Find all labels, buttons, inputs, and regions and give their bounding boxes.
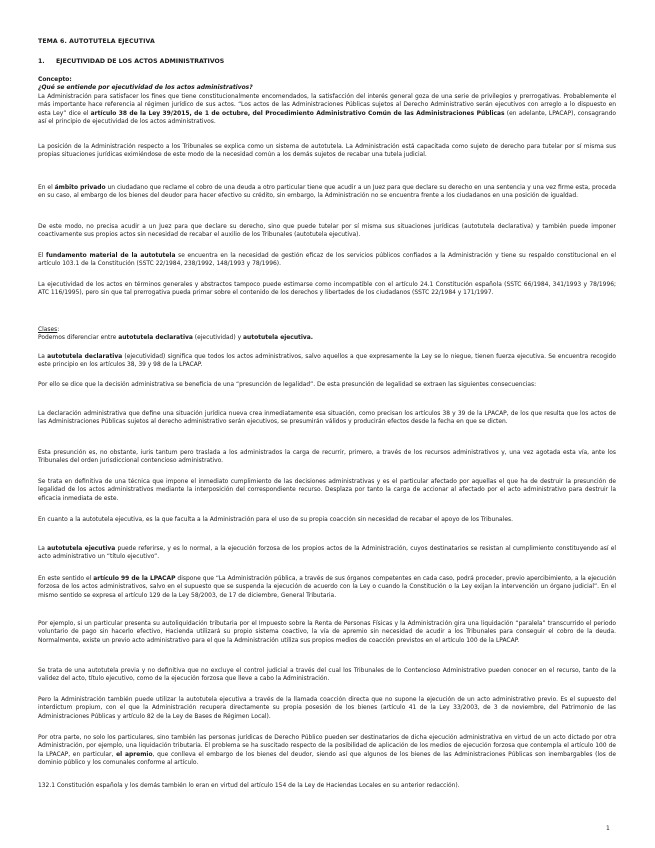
concepto-block <box>38 76 616 126</box>
clases-intro: Podemos diferenciar entre autotutela declarativa (ejecutividad) y autotutela ejecutiva. <box>38 334 314 342</box>
clases-paragraph-12: Por otra parte, no solo los particulares, sino también las personas jurídicas de Derecho Público pueden ser destinatarios de dicha ejecución administrativa en virtud de un acto dictado por otra Administración, por ejemplo, una liquidación tributaria. El problema se ha suscitado respecto de la posibilidad de aplicación de los medios de ejecución forzosa que contempla el artículo 100 de la LPACAP, en particular, el apremio, que conlleva el embargo de los bienes del deudor, siendo así que algunos de los bienes de las Administraciones Públicas son inembargables (los de dominio público y los comunales conforme al artículo. <box>38 734 616 767</box>
concepto-paragraph-2: La posición de la Administración respecto a los Tribunales se explica como un sistema de autotutela. La Administración está capacitada como sujeto de derecho para tutelar por sí misma sus propias situaciones jurídicas eximiéndose de este modo de la necesidad común a los demás sujetos de recabar una tutela judicial. <box>38 143 616 159</box>
section-title: EJECUTIVIDAD DE LOS ACTOS ADMINISTRATIVOS <box>56 58 225 65</box>
clases-paragraph-1: La autotutela declarativa (ejecutividad) significa que todos los actos administrativos, salvo aquellos a que expresamente la Ley se lo niegue, tienen fuerza ejecutiva. Se encuentra recogido este principio en los artículos 38, 39 y 98 de la LPACAP. <box>38 353 617 369</box>
page-number: 1 <box>606 825 610 832</box>
concepto-paragraph-3: En el ámbito privado un ciudadano que reclame el cobro de una deuda a otro particular tiene que acudir a un Juez para que declare su derecho en una sentencia y una vez firme esta, proceda en su caso, al embargo de los bienes del deudor para hacer efectivo su crédito, sin embargo, la Administración no se encuentra frente a los ciudadanos en una posición de igualdad. <box>38 184 616 200</box>
clases-paragraph-3: La declaración administrativa que define una situación jurídica nueva crea inmediatamente esa situación, como precisan los artículos 38 y 39 de la LPACAP, de los que resulta que los actos de las Administraciones Públicas sujetos al derecho administrativo serán ejecutivos, se presumirán válidos y producirán efectos desde la fecha en que se dicten. <box>38 410 616 426</box>
document-page <box>38 0 618 848</box>
clases-paragraph-2: Por ello se dice que la decisión administrativa se beneficia de una “presunción de legalidad”. De esta presunción de legalidad se extraen las siguientes consecuencias: <box>38 381 537 388</box>
concepto-paragraph-1: La Administración para satisfacer los fines que tiene constitucionalmente encomendados, la satisfacción del interés general goza de una serie de privilegios y prerrogativas. Probablemente el más importante hace referencia al régimen jurídico de sus actos. “Los actos de las Administraciones Públicas sujetos al Derecho Administrativo serán ejecutivos con arreglo a lo dispuesto en esta Ley” dice el artículo 38 de la Ley 39/2015, de 1 de octubre, del Procedimiento Administrativo Común de las Administraciones Públicas (en adelante, LPACAP), consagrando así el principio de ejecutividad de los actos administrativos. <box>38 92 616 126</box>
clases-paragraph-9: Por ejemplo, si un particular presenta su autoliquidación tributaria por el Impuesto sobre la Renta de Personas Físicas y la Administración gira una liquidación “paralela” transcurrido el periodo voluntario de pago sin hacerlo efectivo, Hacienda utilizará su propio sistema coactivo, la vía de apremio sin necesidad de acudir a los Tribunales para conseguir el cobro de la deuda. Normalmente, existe un previo acto administrativo para el que la Administración utiliza sus propios medios de coacción previstos en el artículo 100 de la LPACAP. <box>38 620 616 644</box>
clases-paragraph-8: En este sentido el artículo 99 de la LPACAP dispone que “La Administración pública, a través de sus órganos competentes en cada caso, podrá proceder, previo apercibimiento, a la ejecución forzosa de los actos administrativos, salvo en el supuesto que se suspenda la ejecución de acuerdo con la Ley o cuando la Constitución o la Ley exijan la intervención un órgano judicial”. En el mismo sentido se expresa el artículo 129 de la Ley 58/2003, de 17 de diciembre, General Tributaria. <box>38 575 617 599</box>
section-number: 1. <box>38 58 45 65</box>
clases-paragraph-13: 132.1 Constitución española y los demás también lo eran en virtud del artículo 154 de la Ley de Haciendas Locales en su anterior redacción). <box>38 782 460 789</box>
clases-paragraph-5: Se trata en definitiva de una técnica que impone el inmediato cumplimiento de las decisiones administrativas y es el particular afectado por aquellas el que ha de destruir la presunción de legalidad de los actos administrativos mediante la interposición del correspondiente recurso. Desplaza por tanto la carga de accionar al afectado por el acto administrativo para destruir la eficacia inmediata de este. <box>38 478 616 502</box>
concepto-paragraph-4: De este modo, no precisa acudir a un Juez para que declare su derecho, sino que puede tutelar por sí misma sus situaciones jurídicas (autotutela declarativa) y también puede imponer coactivamente sus propios actos sin necesidad de recabar el auxilio de los Tribunales (autotutela ejecutiva). <box>38 223 616 239</box>
clases-heading: Clases: <box>38 326 60 333</box>
concepto-label: Concepto: <box>38 76 72 83</box>
concepto-question: ¿Qué se entiende por ejecutividad de los actos administrativos? <box>38 84 253 92</box>
clases-block <box>38 326 616 343</box>
clases-paragraph-4: Esta presunción es, no obstante, iuris tantum pero traslada a los administrados la carga de recurrir, primero, a través de los recursos administrativos y, una vez agotada esta vía, ante los Tribunales del orden jurisdiccional contencioso administrativo. <box>38 449 616 465</box>
concepto-paragraph-5: El fundamento material de la autotutela se encuentra en la necesidad de gestión eficaz de los servicios públicos confiados a la Administración y tiene su respaldo constitucional en el artículo 103.1 de la Constitución (SSTC 22/1984, 238/1992, 148/1993 y 78/1996). <box>38 252 617 268</box>
document-title: TEMA 6. AUTOTUTELA EJECUTIVA <box>38 38 155 45</box>
section-heading <box>38 58 224 65</box>
clases-paragraph-11: Pero la Administración también puede utilizar la autotutela ejecutiva a través de la llamada coacción directa que no supone la ejecución de un acto administrativo previo. Es el supuesto del interdictum propium, con el que la Administración recupera directamente su propia posesión de los bienes (artículo 41 de la Ley 33/2003, de 3 de noviembre, del Patrimonio de las Administraciones Públicas y artículo 82 de la Ley de Bases de Régimen Local). <box>38 696 616 720</box>
clases-paragraph-10: Se trata de una autotutela previa y no definitiva que no excluye el control judicial a través del cual los Tribunales de lo Contencioso Administrativo pueden conocer en el recurso, tanto de la validez del acto, título ejecutivo, como de la ejecución forzosa que lleve a cabo la Administración. <box>38 667 616 683</box>
clases-paragraph-7: La autotutela ejecutiva puede referirse, y es lo normal, a la ejecución forzosa de los propios actos de la Administración, cuyos destinatarios se resistan al cumplimiento constituyendo así el acto administrativo un “título ejecutivo”. <box>38 545 617 561</box>
clases-paragraph-6: En cuanto a la autotutela ejecutiva, es la que faculta a la Administración para el uso de su propia coacción sin necesidad de recabar el apoyo de los Tribunales. <box>38 516 513 523</box>
concepto-paragraph-6: La ejecutividad de los actos en términos generales y abstractos tampoco puede estimarse como incompatible con el artículo 24.1 Constitución española (SSTC 66/1984, 341/1993 y 78/1996; ATC 116/1995), pero sin que tal prerrogativa pueda primar sobre el contenido de los derechos y libertades de los ciudadanos (SSTC 22/1984 y 171/1997. <box>38 281 616 297</box>
clases-label: Clases <box>38 326 58 333</box>
